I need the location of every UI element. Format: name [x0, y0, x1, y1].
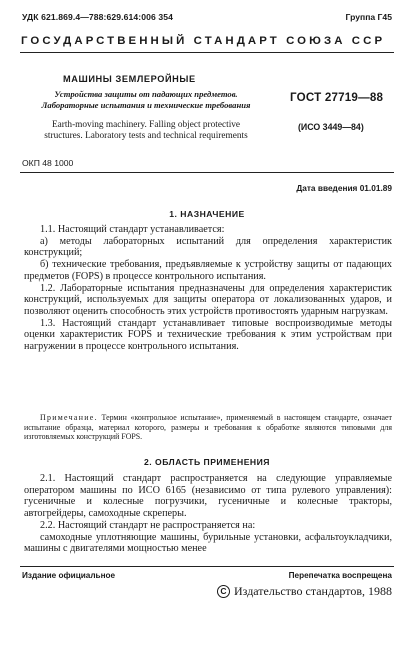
group-code: Группа Г45 [345, 12, 392, 22]
udk-code: УДК 621.869.4—788:629.614:006 354 [22, 12, 173, 22]
paragraph-2-2: 2.2. Настоящий стандарт не распространяется на: [40, 519, 256, 531]
state-standard-banner: ГОСУДАРСТВЕННЫЙ СТАНДАРТ СОЮЗА ССР [21, 35, 386, 47]
gost-number: ГОСТ 27719—88 [290, 91, 384, 104]
paragraph-2-2-a: самоходные уплотняющие машины, бурильные установки, асфальтоукладчики, машины с двигателями мощностью менее [24, 531, 392, 555]
note-lead: Примечание. [40, 413, 98, 422]
paragraph-1-1-a: а) методы лабораторных испытаний для определения характеристик конструкций; [24, 235, 392, 259]
copyright-icon: С [217, 585, 230, 598]
middle-divider [20, 172, 394, 173]
top-divider [20, 52, 394, 53]
bottom-divider [20, 566, 394, 567]
section-1-title: 1. НАЗНАЧЕНИЕ [169, 209, 245, 219]
reprint-forbidden-label: Перепечатка воспрещена [288, 571, 392, 580]
section-1-body [24, 224, 392, 353]
copyright-line [217, 584, 392, 599]
okp-code: ОКП 48 1000 [22, 158, 74, 168]
paragraph-1-1-b: б) технические требования, предъявляемые к устройству защиты от падающих предметов (FOPS) в процессе контрольного испытания. [24, 259, 392, 282]
document-heading: МАШИНЫ ЗЕМЛЕРОЙНЫЕ [63, 74, 196, 84]
note-text: Термин «контрольное испытание», применяемый в настоящем стандарте, означает испытание образца, материал которого, размеры и требования к обработке являются типовыми для изготовляемых конструкций FOPS. [24, 413, 392, 442]
paragraph-1-1: 1.1. Настоящий стандарт устанавливается: [40, 224, 225, 235]
paragraph-1-3: 1.3. Настоящий стандарт устанавливает типовые воспроизводимые методы оценки характеристик FOPS и технические требования к этим устройствам при нагружении в процессе контрольного испытания. [24, 317, 392, 353]
section-2-body [24, 473, 392, 555]
effective-date: Дата введения 01.01.89 [296, 183, 392, 193]
subtitle-english: Earth-moving machinery. Falling object protective structures. Laboratory tests and technical requirements [44, 120, 248, 141]
iso-reference: (ИСО 3449—84) [298, 122, 364, 132]
section-2-title: 2. ОБЛАСТЬ ПРИМЕНЕНИЯ [143, 457, 270, 467]
paragraph-1-2: 1.2. Лабораторные испытания предназначены для определения характеристик конструкций, используемых для защиты оператора от локализованных ударов, и позволяют оценить способность этих устройств противостоять ударным нагрузкам. [24, 282, 392, 317]
subtitle-russian: Устройства защиты от падающих предметов. Лабораторные испытания и технические требования [41, 89, 251, 110]
paragraph-2-1: 2.1. Настоящий стандарт распространяется на следующие управляемые оператором машины по ИСО 6165 (независимо от типа рулевого управления): гусеничные и колесные погрузчики, гусеничные и колесные тракторы, автогрейдеры, самоходные скреперы. [24, 473, 392, 520]
note-paragraph [24, 413, 392, 442]
copyright-text: Издательство стандартов, 1988 [234, 584, 392, 598]
official-edition-label: Издание официальное [22, 571, 116, 580]
